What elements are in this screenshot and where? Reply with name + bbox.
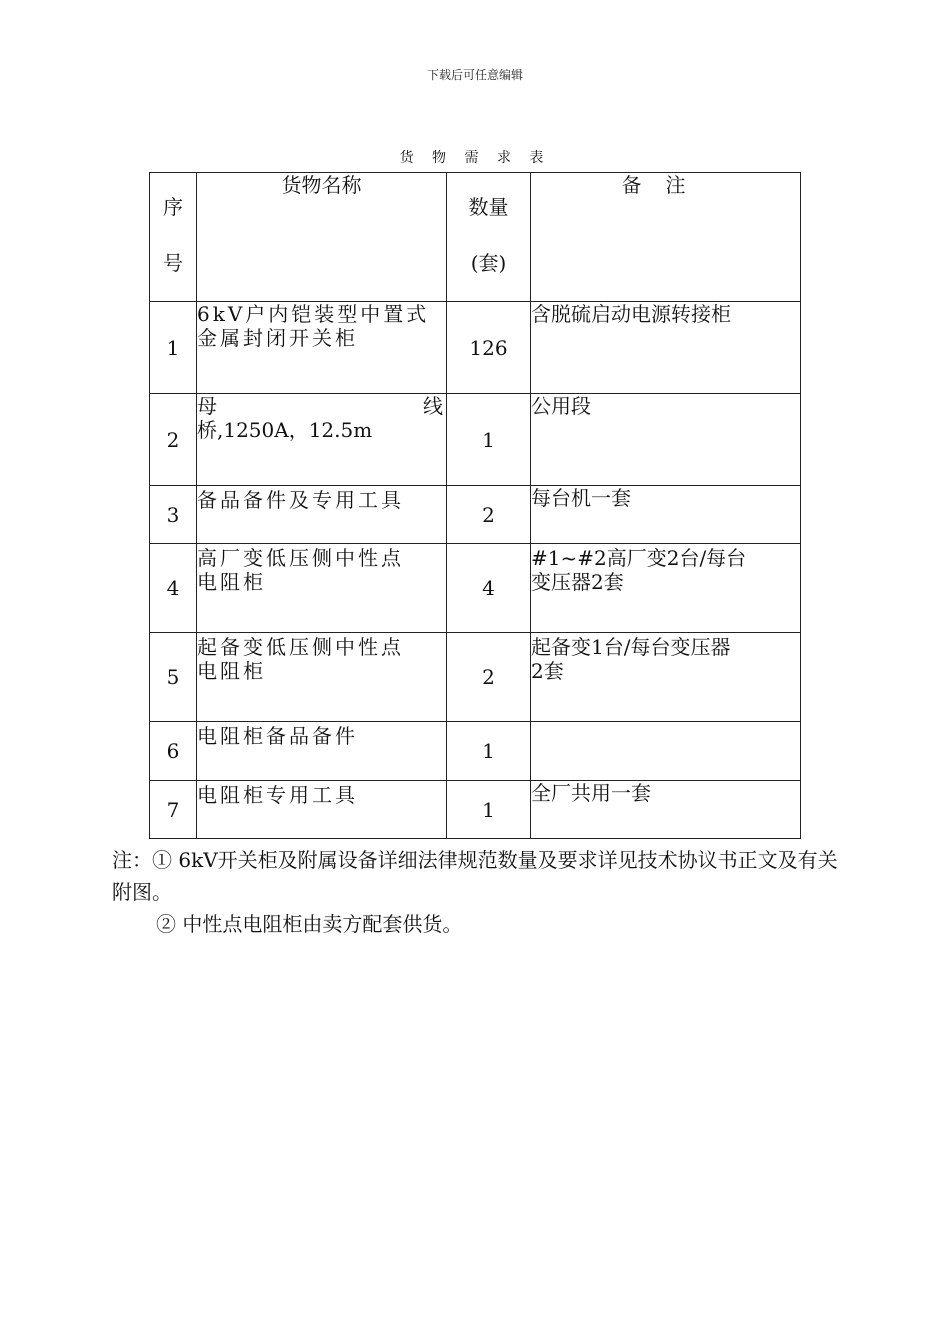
- table-row: [150, 781, 801, 839]
- table-row: [150, 633, 801, 722]
- table-row: [150, 486, 801, 544]
- goods-name: [197, 544, 447, 633]
- goods-name-line: 高厂变低压侧中性点: [197, 546, 404, 570]
- quantity: 2: [447, 633, 531, 722]
- goods-name-line: 母 线: [197, 394, 446, 418]
- goods-name-line: 电阻柜: [197, 570, 266, 594]
- table-row: [150, 544, 801, 633]
- page-header: 下载后可任意编辑: [426, 68, 523, 82]
- note: 全厂共用一套: [531, 781, 801, 839]
- note: 每台机一套: [531, 486, 801, 544]
- table-notes: [112, 844, 842, 940]
- goods-name: [197, 633, 447, 722]
- table-row: [150, 394, 801, 486]
- table-row: [150, 302, 801, 394]
- quantity: 1: [447, 394, 531, 486]
- row-number: 2: [150, 394, 197, 486]
- goods-requirement-table: [149, 172, 801, 839]
- goods-name: 备品备件及专用工具: [197, 486, 447, 544]
- goods-name-line: 电阻柜: [197, 659, 266, 683]
- goods-name-line: 金属封闭开关柜: [197, 326, 358, 350]
- quantity: 126: [447, 302, 531, 394]
- column-header-note: 备注: [531, 173, 801, 302]
- note: 含脱硫启动电源转接柜: [531, 302, 801, 394]
- note: 公用段: [531, 394, 801, 486]
- row-number: 1: [150, 302, 197, 394]
- goods-name: 电阻柜专用工具: [197, 781, 447, 839]
- column-header-name: 货物名称: [197, 173, 447, 302]
- quantity: 4: [447, 544, 531, 633]
- goods-name: [197, 302, 447, 394]
- note: [531, 633, 801, 722]
- note-line: 起备变1台/每台变压器: [531, 635, 731, 659]
- note-line: #1~#2高厂变2台/每台: [531, 546, 747, 570]
- note-line: 2套: [531, 659, 564, 683]
- goods-name: 电阻柜备品备件: [197, 722, 447, 781]
- note: [531, 722, 801, 781]
- note-line-1: 注：① 6kV开关柜及附属设备详细法律规范数量及要求详见技术协议书正文及有关附图。: [112, 848, 838, 904]
- note-line-2: ② 中性点电阻柜由卖方配套供货。: [156, 912, 463, 936]
- row-number: 6: [150, 722, 197, 781]
- quantity: 1: [447, 781, 531, 839]
- row-number: 7: [150, 781, 197, 839]
- row-number: 4: [150, 544, 197, 633]
- table-header-row: [150, 173, 801, 302]
- note: [531, 544, 801, 633]
- goods-name-line: 起备变低压侧中性点: [197, 635, 404, 659]
- column-header-quantity: 数量 (套): [447, 173, 531, 302]
- table-title: 货 物 需 求 表: [399, 150, 551, 166]
- note-line: 变压器2套: [531, 570, 624, 594]
- row-number: 5: [150, 633, 197, 722]
- table-row: [150, 722, 801, 781]
- goods-name-line: 6kV户内铠装型中置式: [197, 302, 430, 326]
- goods-name: [197, 394, 447, 486]
- quantity: 2: [447, 486, 531, 544]
- quantity: 1: [447, 722, 531, 781]
- goods-name-line: 桥,1250A，12.5m: [197, 418, 373, 442]
- row-number: 3: [150, 486, 197, 544]
- column-header-no: 序 号: [150, 173, 197, 302]
